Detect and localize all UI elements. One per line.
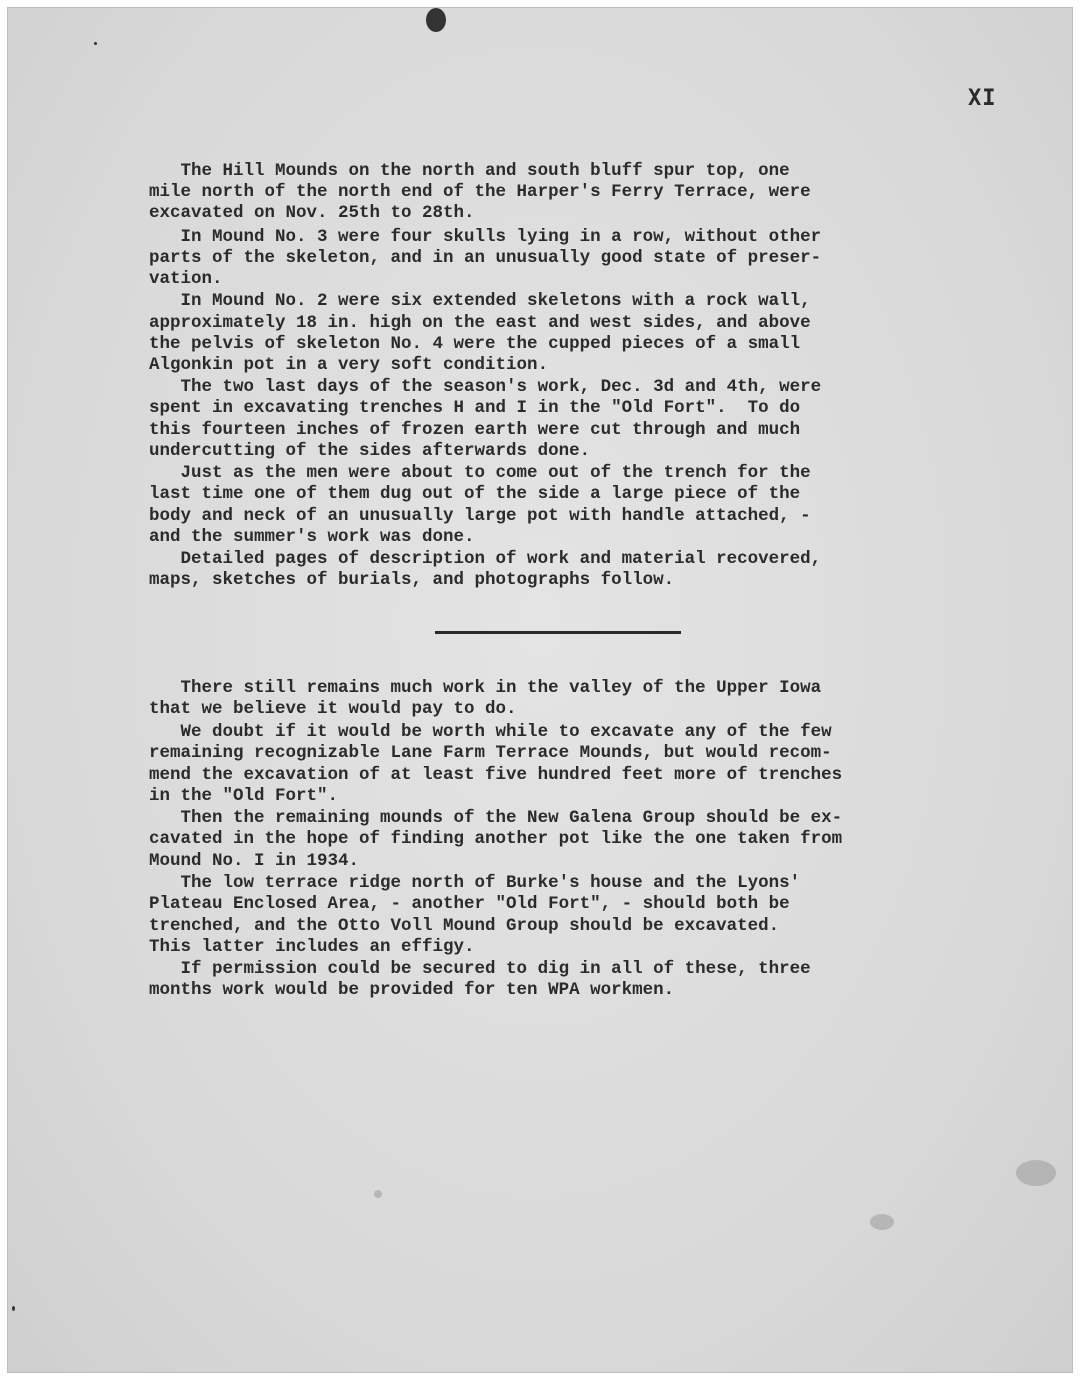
dust-speck <box>94 42 97 45</box>
text-line: There still remains much work in the valley of the Upper Iowa <box>149 678 822 698</box>
dust-speck <box>12 1306 15 1311</box>
text-line: last time one of them dug out of the side a large piece of the <box>149 484 801 504</box>
stain-mark <box>374 1190 382 1198</box>
text-line: body and neck of an unusually large pot with handle attached, - <box>149 506 811 526</box>
page-number: XI <box>968 86 997 111</box>
stain-mark <box>870 1214 894 1230</box>
text-line: remaining recognizable Lane Farm Terrace Mounds, but would recom- <box>149 743 832 763</box>
text-line: mile north of the north end of the Harper's Ferry Terrace, were <box>149 182 811 202</box>
text-line: in the "Old Fort". <box>149 786 339 806</box>
text-line: We doubt if it would be worth while to excavate any of the few <box>149 722 832 742</box>
text-line: mend the excavation of at least five hundred feet more of trenches <box>149 765 843 785</box>
text-line: that we believe it would pay to do. <box>149 699 517 719</box>
section-divider <box>435 631 681 634</box>
text-line: Detailed pages of description of work and material recovered, <box>149 549 822 569</box>
text-line: Plateau Enclosed Area, - another "Old Fort", - should both be <box>149 894 790 914</box>
text-line: The low terrace ridge north of Burke's house and the Lyons' <box>149 873 801 893</box>
text-line: spent in excavating trenches H and I in the "Old Fort". To do <box>149 398 801 418</box>
text-line: trenched, and the Otto Voll Mound Group should be excavated. <box>149 916 780 936</box>
text-line: undercutting of the sides afterwards done. <box>149 441 591 461</box>
document-page <box>7 7 1073 1373</box>
text-line: The Hill Mounds on the north and south bluff spur top, one <box>149 161 790 181</box>
text-line: Algonkin pot in a very soft condition. <box>149 355 549 375</box>
stain-mark <box>1016 1160 1056 1186</box>
text-line: vation. <box>149 269 223 289</box>
text-line: and the summer's work was done. <box>149 527 475 547</box>
text-line: excavated on Nov. 25th to 28th. <box>149 203 475 223</box>
text-line: approximately 18 in. high on the east and west sides, and above <box>149 313 811 333</box>
text-line: Just as the men were about to come out of the trench for the <box>149 463 811 483</box>
text-line: this fourteen inches of frozen earth were cut through and much <box>149 420 801 440</box>
text-line: In Mound No. 2 were six extended skeletons with a rock wall, <box>149 291 811 311</box>
text-line: This latter includes an effigy. <box>149 937 475 957</box>
text-line: Then the remaining mounds of the New Galena Group should be ex- <box>149 808 843 828</box>
ink-blot <box>426 8 446 32</box>
text-line: parts of the skeleton, and in an unusually good state of preser- <box>149 248 822 268</box>
text-line: Mound No. I in 1934. <box>149 851 360 871</box>
text-line: months work would be provided for ten WPA workmen. <box>149 980 675 1000</box>
text-line: The two last days of the season's work, Dec. 3d and 4th, were <box>149 377 822 397</box>
text-line: maps, sketches of burials, and photographs follow. <box>149 570 675 590</box>
text-line: cavated in the hope of finding another pot like the one taken from <box>149 829 843 849</box>
text-line: the pelvis of skeleton No. 4 were the cupped pieces of a small <box>149 334 801 354</box>
text-line: If permission could be secured to dig in all of these, three <box>149 959 811 979</box>
text-line: In Mound No. 3 were four skulls lying in a row, without other <box>149 227 822 247</box>
